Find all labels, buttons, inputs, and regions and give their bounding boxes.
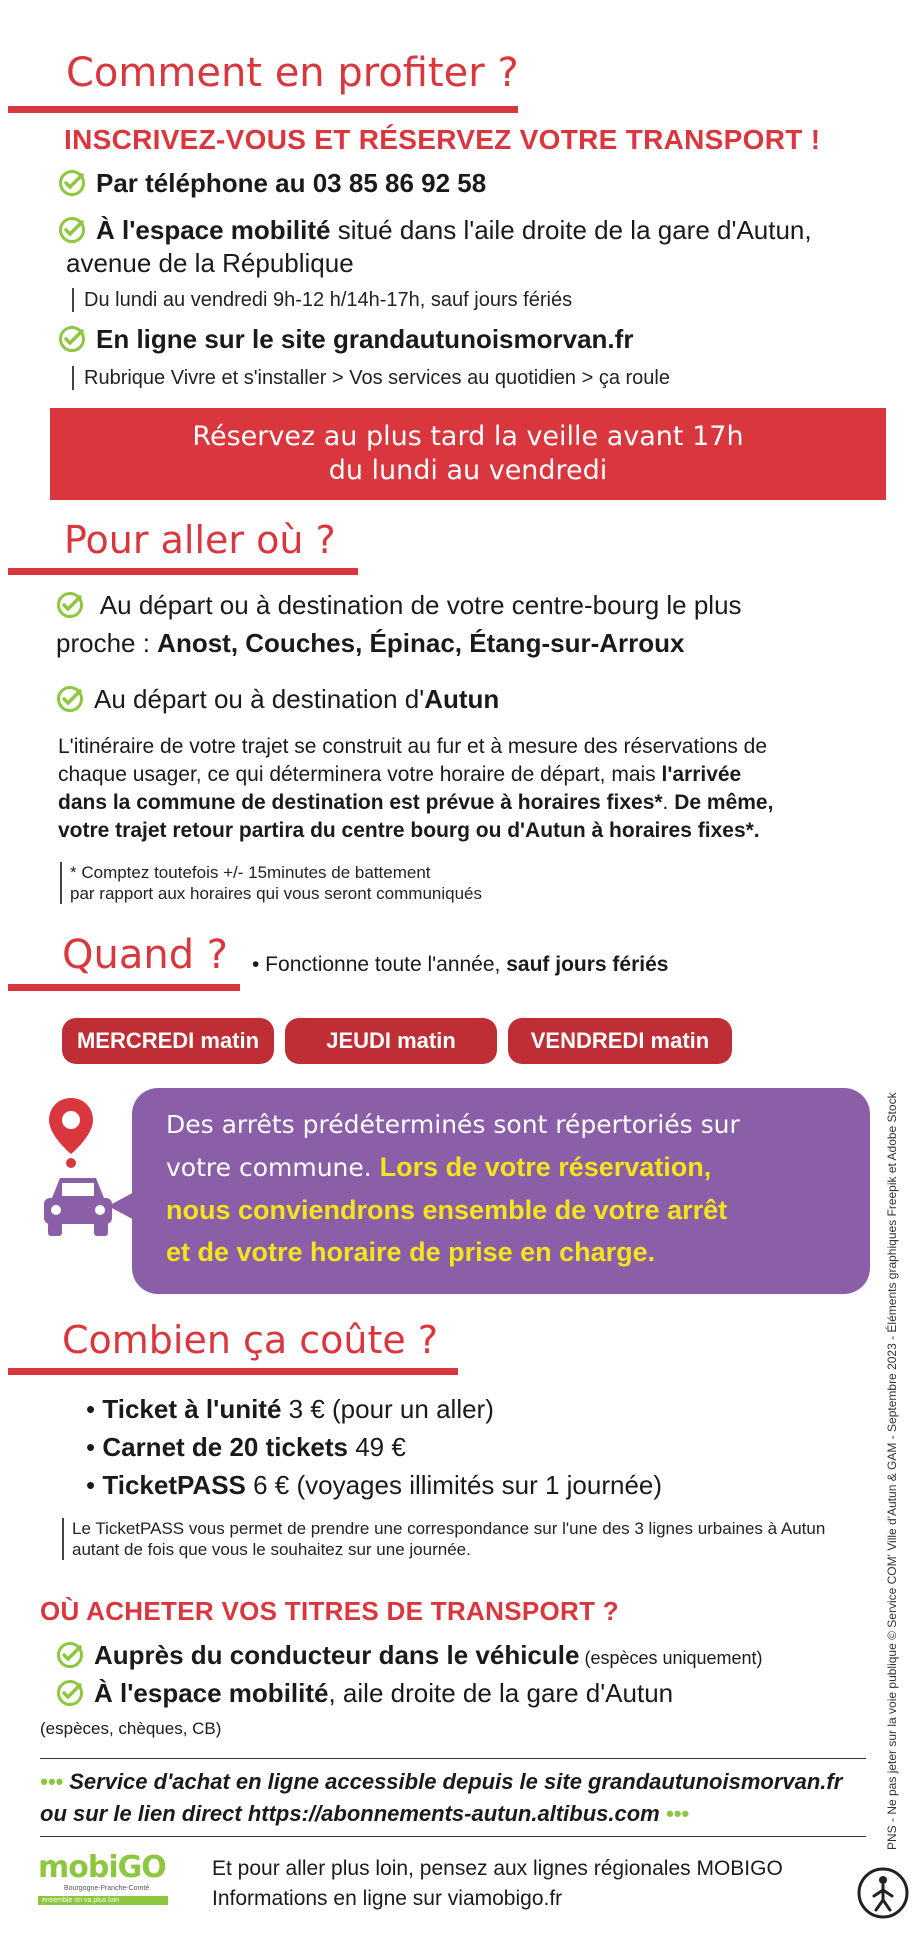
divider: [40, 1758, 866, 1759]
dots: •••: [665, 1801, 689, 1826]
day-pill-vendredi: VENDREDI matin: [508, 1018, 732, 1064]
reservation-heading: INSCRIVEZ-VOUS ET RÉSERVEZ VOTRE TRANSPORT !: [64, 124, 821, 155]
rubrique-note: Rubrique Vivre et s'installer > Vos services au quotidien > ça roule: [72, 366, 670, 390]
bullet: •: [86, 1432, 103, 1462]
dots: •••: [40, 1769, 64, 1794]
note-line: * Comptez toutefois +/- 15minutes de battement: [70, 863, 431, 882]
bullet: •: [86, 1394, 103, 1424]
callout-line: [166, 1146, 840, 1189]
callout-highlight: et de votre horaire de prise en charge.: [166, 1237, 656, 1267]
online-line: [40, 1798, 900, 1830]
check-circle-icon: [58, 169, 86, 197]
para-line: [58, 761, 898, 789]
footer-line: Informations en ligne sur viamobigo.fr: [212, 1887, 563, 1910]
note-line: par rapport aux horaires qui vous seront communiqués: [70, 884, 482, 903]
para-bold: dans la commune de destination est prévue à horaires fixes*: [58, 791, 663, 814]
para-text: chaque usager, ce qui déterminera votre horaire de départ, mais: [58, 763, 662, 786]
buy-espace-row: [56, 1676, 673, 1710]
quand-text: • Fonctionne toute l'année,: [252, 953, 507, 976]
quand-desc: [252, 948, 668, 982]
dest-communes: Anost, Couches, Épinac, Étang-sur-Arroux: [157, 628, 685, 658]
para-line: votre trajet retour partira du centre bourg ou d'Autun à horaires fixes*.: [58, 819, 760, 842]
dest-line1: Au départ ou à destination de votre centre-bourg le plus: [99, 590, 742, 620]
price-value: 6 € (voyages illimités sur 1 journée): [245, 1470, 663, 1500]
espace-rest: situé dans l'aile droite de la gare d'Autun,: [330, 215, 812, 245]
price-label: Ticket à l'unité: [102, 1394, 282, 1424]
stops-callout: [132, 1088, 870, 1294]
online-text: En ligne sur le site grandautunoismorvan.fr: [96, 324, 634, 354]
triman-recycle-icon: [856, 1866, 910, 1920]
dest-row-1b: [56, 626, 684, 660]
reservation-banner: [50, 408, 886, 500]
logo-sub: Bourgogne-Franche-Comté: [64, 1885, 150, 1892]
online-row: [58, 322, 633, 356]
para-bold: l'arrivée: [661, 763, 742, 786]
price-label: TicketPASS: [102, 1470, 246, 1500]
section-rule: [8, 1368, 458, 1375]
note-line: Le TicketPASS vous permet de prendre une correspondance sur l'une des 3 lignes urbaines à Autun: [72, 1519, 826, 1538]
section-rule: [8, 568, 358, 575]
payment-methods: (espèces, chèques, CB): [40, 1719, 222, 1738]
check-circle-icon: [56, 591, 84, 619]
callout-highlight: Lors de votre réservation,: [379, 1152, 712, 1182]
check-circle-icon: [58, 216, 86, 244]
dest-line2: Au départ ou à destination d': [94, 684, 425, 714]
dest-row-1: [56, 588, 742, 622]
dest-proche: proche :: [56, 628, 158, 658]
battement-note: [60, 862, 482, 904]
footer-line: Et pour aller plus loin, pensez aux lignes régionales MOBIGO: [212, 1857, 783, 1880]
check-circle-icon: [56, 1641, 84, 1669]
logo-word: mobiGO: [38, 1850, 166, 1885]
para-bold: De même,: [674, 791, 774, 814]
phone-row: [58, 166, 486, 200]
buy-driver-note: (espèces uniquement): [579, 1648, 763, 1668]
online-text: ou sur le lien direct https://abonnements-autun.altibus.com: [40, 1801, 660, 1826]
price-value: 3 € (pour un aller): [281, 1394, 494, 1424]
buy-driver-row: [56, 1638, 763, 1675]
buy-espace: À l'espace mobilité: [94, 1678, 329, 1708]
espace-row: [58, 213, 812, 247]
check-circle-icon: [58, 325, 86, 353]
quand-bold: sauf jours fériés: [506, 953, 669, 976]
note-line: autant de fois que vous le souhaitez sur une journée.: [72, 1540, 471, 1559]
footer-text: [212, 1854, 783, 1914]
mobigo-logo: [38, 1850, 178, 1920]
price-ticketpass: [86, 1468, 662, 1502]
section-title-combien: Combien ça coûte ?: [62, 1318, 439, 1362]
bullet: •: [86, 1470, 103, 1500]
online-line: [40, 1766, 900, 1798]
para-text: .: [662, 791, 675, 814]
ticketpass-note: [62, 1518, 825, 1560]
day-pill-jeudi: JEUDI matin: [285, 1018, 497, 1064]
price-carnet: [86, 1430, 406, 1464]
espace-bold: À l'espace mobilité: [96, 215, 331, 245]
section-rule: [8, 106, 518, 113]
check-circle-icon: [56, 685, 84, 713]
section-title-quand: Quand ?: [62, 932, 229, 978]
section-title-comment: Comment en profiter ?: [66, 50, 519, 96]
purchase-heading: OÙ ACHETER VOS TITRES DE TRANSPORT ?: [40, 1596, 619, 1626]
side-credit: PNS - Ne pas jeter sur la voie publique © Service COM' Ville d'Autun & GAM - Septembre 2023 - Éléments graphiques Freepik et Adobe Stock: [885, 1092, 899, 1850]
check-circle-icon: [56, 1679, 84, 1707]
callout-line: Des arrêts prédéterminés sont répertoriés sur: [166, 1110, 740, 1139]
location-pin-icon: [46, 1096, 96, 1170]
phone-text: Par téléphone au 03 85 86 92 58: [96, 168, 487, 198]
hours-note: Du lundi au vendredi 9h-12 h/14h-17h, sauf jours fériés: [72, 288, 572, 312]
car-icon: [38, 1170, 118, 1242]
price-ticket: [86, 1392, 494, 1426]
buy-espace-rest: , aile droite de la gare d'Autun: [328, 1678, 674, 1708]
section-title-ou: Pour aller où ?: [64, 518, 336, 562]
itinerary-paragraph: [58, 733, 898, 845]
price-value: 49 €: [348, 1432, 406, 1462]
callout-highlight: nous conviendrons ensemble de votre arrêt: [166, 1195, 728, 1225]
online-text: Service d'achat en ligne accessible depuis le site grandautunoismorvan.fr: [69, 1769, 843, 1794]
banner-line1: Réservez au plus tard la veille avant 17h: [192, 421, 744, 452]
section-rule: [8, 984, 240, 991]
day-pill-mercredi: MERCREDI matin: [62, 1018, 274, 1064]
dest-row-2: [56, 682, 499, 716]
online-purchase: [40, 1766, 900, 1830]
para-line: L'itinéraire de votre trajet se construit au fur et à mesure des réservations de: [58, 735, 768, 758]
callout-text: votre commune.: [166, 1153, 380, 1182]
buy-driver: Auprès du conducteur dans le véhicule: [94, 1640, 580, 1670]
divider: [40, 1836, 866, 1837]
para-line: [58, 789, 898, 817]
dest-autun: Autun: [424, 684, 500, 714]
banner-line2: du lundi au vendredi: [328, 455, 608, 486]
espace-line2: avenue de la République: [66, 248, 354, 278]
logo-tag: ensemble on va plus loin: [38, 1896, 168, 1905]
price-label: Carnet de 20 tickets: [102, 1432, 348, 1462]
